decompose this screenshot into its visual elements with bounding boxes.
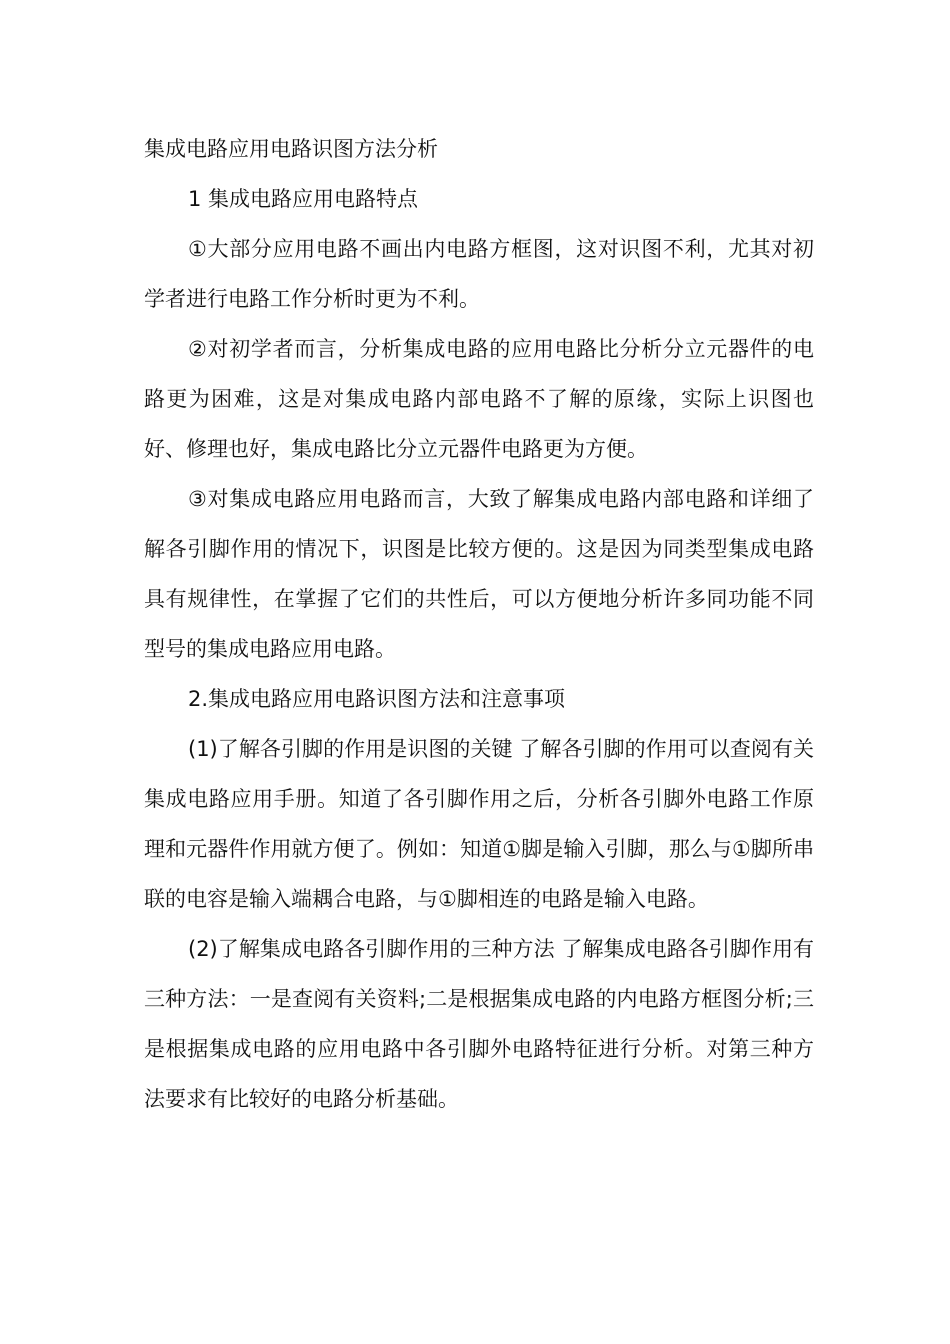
paragraph-point-1: ①大部分应用电路不画出内电路方框图，这对识图不利，尤其对初学者进行电路工作分析时更为不利。	[144, 237, 814, 311]
document-title: 集成电路应用电路识图方法分析	[144, 137, 438, 161]
document-body	[144, 124, 814, 1124]
paragraph-point-2: ②对初学者而言，分析集成电路的应用电路比分析分立元器件的电路更为困难，这是对集成电路内部电路不了解的原缘，实际上识图也好、修理也好，集成电路比分立元器件电路更为方便。	[144, 337, 814, 461]
paragraph-method-1: (1)了解各引脚的作用是识图的关键 了解各引脚的作用可以查阅有关集成电路应用手册。知道了各引脚作用之后，分析各引脚外电路工作原理和元器件作用就方便了。例如：知道①脚是输入引脚，那么与①脚所串联的电容是输入端耦合电路，与①脚相连的电路是输入电路。	[144, 737, 814, 911]
section-heading-1: 1 集成电路应用电路特点	[188, 187, 419, 211]
section-heading-2: 2.集成电路应用电路识图方法和注意事项	[188, 687, 566, 711]
paragraph-point-3: ③对集成电路应用电路而言，大致了解集成电路内部电路和详细了解各引脚作用的情况下，识图是比较方便的。这是因为同类型集成电路具有规律性，在掌握了它们的共性后，可以方便地分析许多同功能不同型号的集成电路应用电路。	[144, 487, 814, 661]
paragraph-method-2: (2)了解集成电路各引脚作用的三种方法 了解集成电路各引脚作用有三种方法：一是查阅有关资料;二是根据集成电路的内电路方框图分析;三是根据集成电路的应用电路中各引脚外电路特征进行分析。对第三种方法要求有比较好的电路分析基础。	[144, 937, 814, 1111]
